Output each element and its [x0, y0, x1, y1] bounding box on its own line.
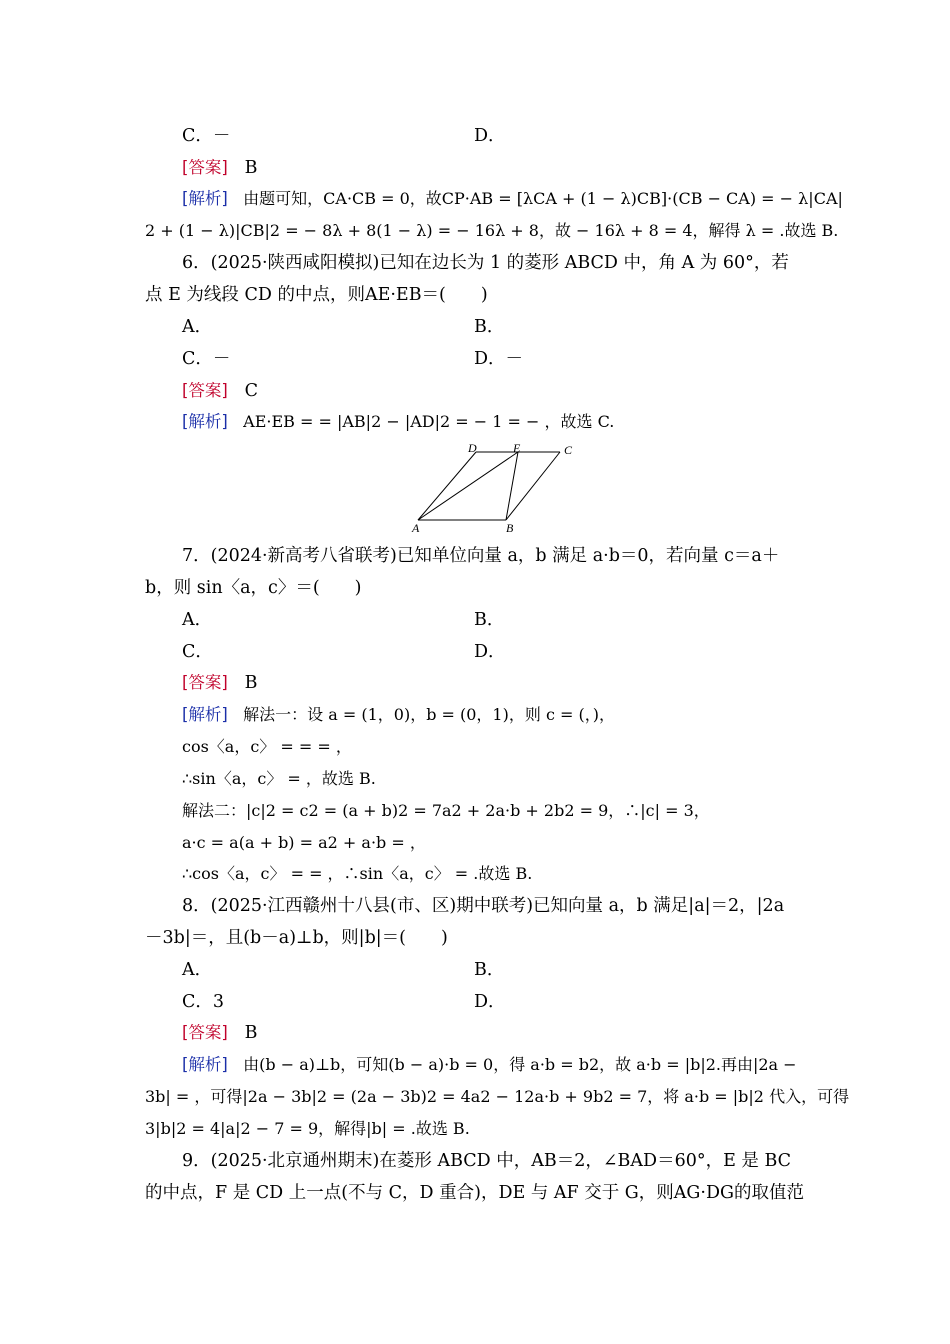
option-d: D． — [474, 642, 506, 662]
answer-value: B — [244, 158, 258, 178]
option-b: B． — [474, 960, 505, 980]
option-c: C．－ — [182, 349, 231, 369]
vertex-label-d: D — [468, 441, 477, 455]
option-a: A． — [182, 317, 213, 337]
point-label-e: E — [513, 441, 521, 455]
explanation-text: 3|b|2 = 4|a|2 − 7 = 9，解得|b| = .故选 B. — [145, 1119, 470, 1138]
option-a: A． — [182, 610, 213, 630]
explanation-text: 由(b − a)⊥b，可知(b − a)·b = 0，得 a·b = b2，故 a·b = |b|2.再由|2a − — [243, 1055, 797, 1074]
explanation-line — [182, 187, 843, 211]
explanation-text: a·c = a(a + b) = a2 + a·b = ， — [182, 833, 426, 852]
explanation-tag: [解析] — [182, 1055, 228, 1074]
question-8-text: 8．(2025·江西赣州十八县(市、区)期中联考)已知向量 a，b 满足|a|＝2，|2a — [182, 896, 785, 916]
answer-tag: [答案] — [182, 158, 228, 177]
explanation-tag: [解析] — [182, 189, 228, 208]
answer-value: B — [244, 1023, 258, 1043]
explanation-text: 解法一：设 a = (1，0)，b = (0，1)，则 c = (，)， — [243, 705, 615, 724]
question-6-text: 6．(2025·陕西咸阳模拟)已知在边长为 1 的菱形 ABCD 中，角 A 为 60°，若 — [182, 253, 789, 273]
segment-ae — [418, 452, 518, 520]
segment-eb — [506, 452, 518, 520]
explanation-text: ∴cos〈a，c〉 = = ，∴sin〈a，c〉 = .故选 B. — [182, 864, 533, 883]
explanation-text: 解法二：|c|2 = c2 = (a + b)2 = 7a2 + 2a·b + 2b2 = 9，∴|c| = 3， — [182, 801, 710, 820]
option-d: D． — [474, 992, 506, 1012]
option-d: D．－ — [474, 349, 524, 369]
vertex-label-a: A — [412, 521, 420, 534]
question-7-text: 7．(2024·新高考八省联考)已知单位向量 a，b 满足 a·b＝0，若向量 c＝a＋ — [182, 546, 780, 566]
answer-value: C — [244, 381, 258, 401]
option-b: B． — [474, 610, 505, 630]
answer-tag: [答案] — [182, 673, 228, 692]
vertex-label-b: B — [506, 521, 514, 534]
vertex-label-c: C — [564, 443, 573, 457]
option-d: D． — [474, 126, 506, 146]
rhombus-figure — [410, 440, 590, 534]
explanation-line — [182, 410, 614, 434]
answer-tag: [答案] — [182, 381, 228, 400]
explanation-line — [182, 1053, 797, 1077]
explanation-text: AE·EB = = |AB|2 − |AD|2 = − 1 = − ，故选 C. — [243, 412, 615, 431]
option-b: B． — [474, 317, 505, 337]
explanation-line — [182, 703, 615, 727]
question-6-text: 点 E 为线段 CD 的中点，则AE·EB＝( ) — [145, 285, 488, 305]
edge-cb — [506, 452, 560, 520]
answer-line — [182, 156, 257, 180]
answer-line — [182, 671, 257, 695]
question-8-text: －3b|＝，且(b－a)⊥b，则|b|＝( ) — [145, 928, 448, 948]
answer-line — [182, 379, 258, 403]
question-9-text: 的中点，F 是 CD 上一点(不与 C，D 重合)，DE 与 AF 交于 G，则AG·DG的取值范 — [145, 1183, 804, 1203]
explanation-text: ∴sin〈a，c〉 = ，故选 B. — [182, 769, 376, 788]
answer-line — [182, 1021, 257, 1045]
explanation-tag: [解析] — [182, 412, 228, 431]
option-c: C．3 — [182, 992, 225, 1012]
option-c: C． — [182, 642, 213, 662]
question-7-text: b，则 sin〈a，c〉＝( ) — [145, 578, 362, 598]
question-9-text: 9．(2025·北京通州期末)在菱形 ABCD 中，AB＝2，∠BAD＝60°，E 是 BC — [182, 1151, 792, 1171]
option-a: A． — [182, 960, 213, 980]
explanation-text: 由题可知，CA·CB = 0，故CP·AB = [λCA + (1 − λ)CB]·(CB − CA) = − λ|CA| — [243, 189, 843, 208]
explanation-tag: [解析] — [182, 705, 228, 724]
answer-value: B — [244, 673, 258, 693]
explanation-text: 2 + (1 − λ)|CB|2 = − 8λ + 8(1 − λ) = − 16λ + 8，故 − 16λ + 8 = 4，解得 λ = .故选 B. — [145, 221, 839, 240]
explanation-text: 3b| = ，可得|2a − 3b|2 = (2a − 3b)2 = 4a2 − 12a·b + 9b2 = 7，将 a·b = |b|2 代入，可得 — [145, 1087, 850, 1106]
option-c: C．－ — [182, 126, 231, 146]
explanation-text: cos〈a，c〉 = = = ， — [182, 737, 352, 756]
answer-tag: [答案] — [182, 1023, 228, 1042]
